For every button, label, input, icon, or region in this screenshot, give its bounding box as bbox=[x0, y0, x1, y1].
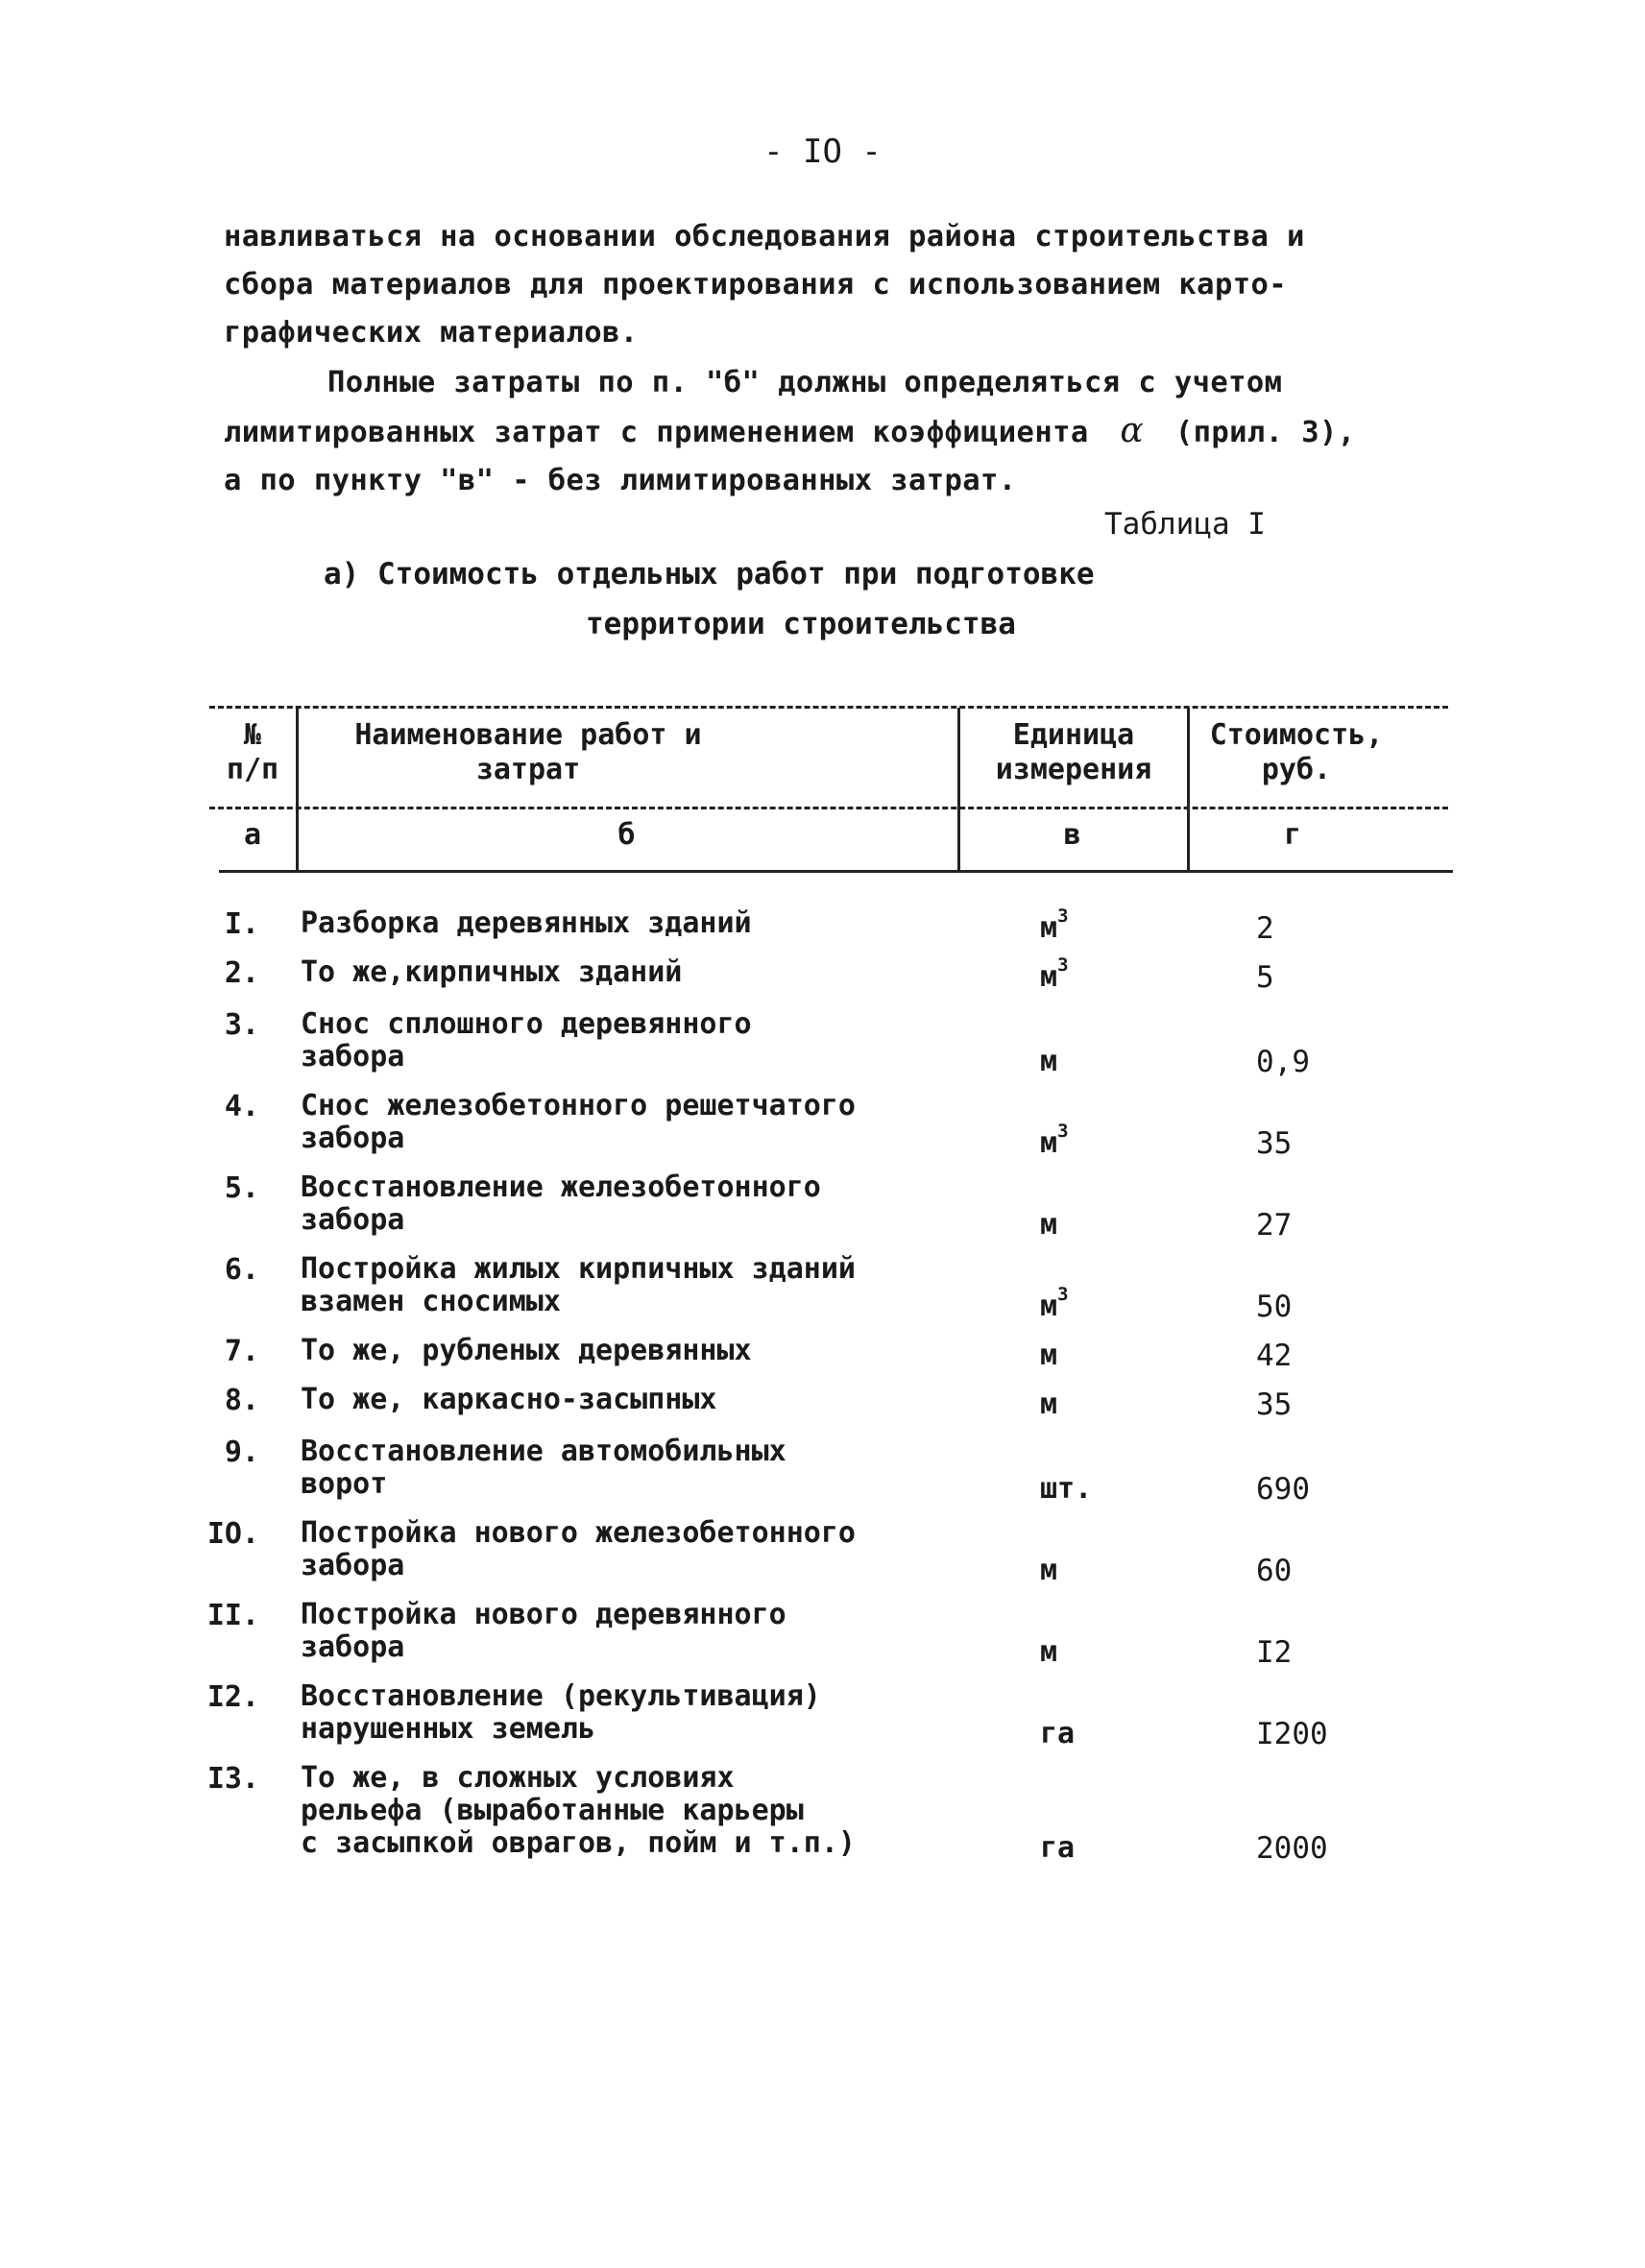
row-unit bbox=[1040, 1339, 1057, 1372]
header-text: № bbox=[243, 718, 262, 752]
row-name bbox=[301, 1335, 752, 1367]
row-number: 2. bbox=[224, 956, 259, 990]
row-name bbox=[301, 956, 682, 989]
row-name-line: забора bbox=[301, 1549, 405, 1582]
row-name-line: взамен сносимых bbox=[301, 1285, 561, 1318]
col-letter-a: а bbox=[243, 818, 262, 852]
row-name-line: Постройка жилых кирпичных зданий bbox=[301, 1252, 856, 1286]
row-unit-text: м bbox=[1040, 1290, 1058, 1323]
row-name bbox=[301, 1090, 856, 1155]
row-cost: 60 bbox=[1256, 1554, 1293, 1588]
row-unit-superscript: 3 bbox=[1057, 1121, 1069, 1142]
row-name-line: Снос железобетонного решетчатого bbox=[301, 1089, 856, 1122]
col-letter-v: в bbox=[1063, 818, 1081, 852]
row-name-line: нарушенных земель bbox=[301, 1712, 596, 1746]
row-name-line: Восстановление автомобильных bbox=[301, 1435, 786, 1468]
header-text: затрат bbox=[475, 753, 581, 786]
row-unit-text: м bbox=[1040, 1126, 1058, 1160]
row-name-line: То же, рубленых деревянных bbox=[301, 1334, 752, 1367]
text-line bbox=[224, 407, 1356, 457]
row-number: I. bbox=[224, 907, 259, 941]
row-unit-text: м bbox=[1040, 960, 1058, 994]
row-cost: 0,9 bbox=[1256, 1045, 1310, 1079]
text-line: а по пункту "в" - без лимитированных затрат. bbox=[224, 464, 1017, 497]
row-cost: 42 bbox=[1256, 1339, 1293, 1373]
row-name bbox=[301, 1680, 821, 1746]
row-cost: I200 bbox=[1256, 1717, 1328, 1751]
row-name bbox=[301, 1436, 786, 1501]
row-name-line: Разборка деревянных зданий bbox=[301, 906, 752, 940]
row-name-line: рельефа (выработанные карьеры bbox=[301, 1794, 804, 1827]
header-text: Стоимость, bbox=[1209, 718, 1384, 752]
row-number: 7. bbox=[224, 1335, 259, 1368]
row-name-line: Восстановление (рекультивация) bbox=[301, 1679, 821, 1713]
row-unit bbox=[1040, 1472, 1092, 1506]
row-unit-text: га bbox=[1040, 1831, 1076, 1865]
text-segment: (прил. 3), bbox=[1174, 416, 1356, 449]
row-unit-text: м bbox=[1040, 1635, 1058, 1669]
row-cost: 2 bbox=[1256, 911, 1274, 946]
row-cost: 35 bbox=[1256, 1387, 1293, 1422]
row-unit bbox=[1040, 1831, 1075, 1865]
row-name bbox=[301, 1384, 716, 1416]
text-segment: лимитированных затрат с применением коэффициента bbox=[224, 416, 1089, 449]
header-text: п/п bbox=[226, 753, 279, 786]
row-unit bbox=[1040, 905, 1069, 945]
row-cost: 5 bbox=[1256, 960, 1274, 995]
row-cost: I2 bbox=[1256, 1635, 1293, 1670]
paragraph-intro bbox=[224, 213, 1305, 357]
row-name-line: забора bbox=[301, 1040, 405, 1074]
row-number: 4. bbox=[224, 1090, 259, 1123]
header-num bbox=[209, 718, 296, 787]
row-unit-text: м bbox=[1040, 1387, 1058, 1421]
table-label: Таблица I bbox=[1104, 507, 1266, 542]
row-unit-text: га bbox=[1040, 1717, 1076, 1750]
row-name-line: Постройка нового железобетонного bbox=[301, 1516, 856, 1550]
table-caption-line1: а) Стоимость отдельных работ при подготовке bbox=[324, 557, 1095, 591]
table-header-divider bbox=[209, 807, 1448, 809]
row-number: I3. bbox=[206, 1762, 259, 1796]
row-name-line: забора bbox=[301, 1203, 405, 1237]
row-number: 8. bbox=[224, 1384, 259, 1417]
header-text: Наименование работ и bbox=[354, 718, 702, 752]
row-number: IO. bbox=[206, 1517, 259, 1551]
row-unit bbox=[1040, 1284, 1069, 1323]
row-name-line: То же,кирпичных зданий bbox=[301, 955, 683, 989]
row-name bbox=[301, 1171, 821, 1237]
row-name bbox=[301, 1517, 856, 1582]
row-unit-text: м bbox=[1040, 1208, 1058, 1242]
row-name bbox=[301, 1599, 786, 1664]
row-number: 9. bbox=[224, 1436, 259, 1469]
row-name-line: Восстановление железобетонного bbox=[301, 1170, 821, 1204]
row-name-line: Постройка нового деревянного bbox=[301, 1598, 786, 1631]
row-unit-superscript: 3 bbox=[1057, 905, 1069, 927]
header-text: измерения bbox=[995, 753, 1152, 786]
row-cost: 690 bbox=[1256, 1472, 1310, 1507]
row-cost: 2000 bbox=[1256, 1831, 1328, 1866]
row-cost: 27 bbox=[1256, 1208, 1293, 1243]
row-name bbox=[301, 907, 752, 940]
table-header-bottom-border bbox=[219, 870, 1453, 873]
row-unit-text: м bbox=[1040, 1554, 1058, 1587]
row-unit bbox=[1040, 1387, 1057, 1421]
row-name-line: с засыпкой оврагов, пойм и т.п.) bbox=[301, 1826, 856, 1860]
header-cost bbox=[1191, 718, 1402, 787]
row-name-line: забора bbox=[301, 1630, 405, 1664]
row-name-line: То же, в сложных условиях bbox=[301, 1761, 735, 1795]
text-line: сбора материалов для проектирования с использованием карто- bbox=[224, 268, 1287, 302]
text-line: навливаться на основании обследования района строительства и bbox=[224, 220, 1305, 253]
row-unit bbox=[1040, 1554, 1057, 1587]
header-name bbox=[317, 718, 739, 787]
alpha-symbol: α bbox=[1120, 411, 1145, 450]
row-name-line: То же, каркасно-засыпных bbox=[301, 1383, 717, 1416]
header-unit bbox=[960, 718, 1187, 787]
row-number: 5. bbox=[224, 1171, 259, 1205]
row-number: I2. bbox=[206, 1680, 259, 1714]
row-unit bbox=[1040, 1045, 1057, 1078]
row-unit-superscript: 3 bbox=[1057, 1284, 1069, 1305]
text-line: Полные затраты по п. "б" должны определяться с учетом bbox=[327, 366, 1283, 399]
row-name bbox=[301, 1762, 856, 1860]
row-unit-text: м bbox=[1040, 1339, 1058, 1372]
row-name bbox=[301, 1008, 752, 1074]
col-letter-g: г bbox=[1283, 818, 1302, 852]
row-unit-text: м bbox=[1040, 911, 1058, 945]
row-name-line: забора bbox=[301, 1122, 405, 1155]
row-cost: 50 bbox=[1256, 1290, 1293, 1324]
row-name-line: Снос сплошного деревянного bbox=[301, 1007, 752, 1041]
row-cost: 35 bbox=[1256, 1126, 1293, 1161]
paragraph-costs bbox=[224, 359, 1356, 505]
row-unit bbox=[1040, 1717, 1075, 1750]
row-unit bbox=[1040, 954, 1069, 994]
row-number: II. bbox=[206, 1599, 259, 1632]
row-name bbox=[301, 1253, 856, 1318]
row-unit bbox=[1040, 1121, 1069, 1160]
row-unit-superscript: 3 bbox=[1057, 954, 1069, 976]
col-letter-b: б bbox=[617, 818, 636, 852]
header-text: Единица bbox=[1012, 718, 1135, 752]
row-unit bbox=[1040, 1208, 1057, 1242]
row-unit-text: шт. bbox=[1040, 1472, 1093, 1506]
row-number: 6. bbox=[224, 1253, 259, 1287]
row-name-line: ворот bbox=[301, 1467, 388, 1501]
header-text: руб. bbox=[1261, 753, 1332, 786]
row-unit bbox=[1040, 1635, 1057, 1669]
row-unit-text: м bbox=[1040, 1045, 1058, 1078]
page-number: - IO - bbox=[763, 133, 882, 171]
text-line: графических материалов. bbox=[224, 316, 639, 350]
row-number: 3. bbox=[224, 1008, 259, 1042]
table-caption-line2: территории строительства bbox=[586, 607, 1016, 641]
table-top-border bbox=[209, 706, 1448, 709]
